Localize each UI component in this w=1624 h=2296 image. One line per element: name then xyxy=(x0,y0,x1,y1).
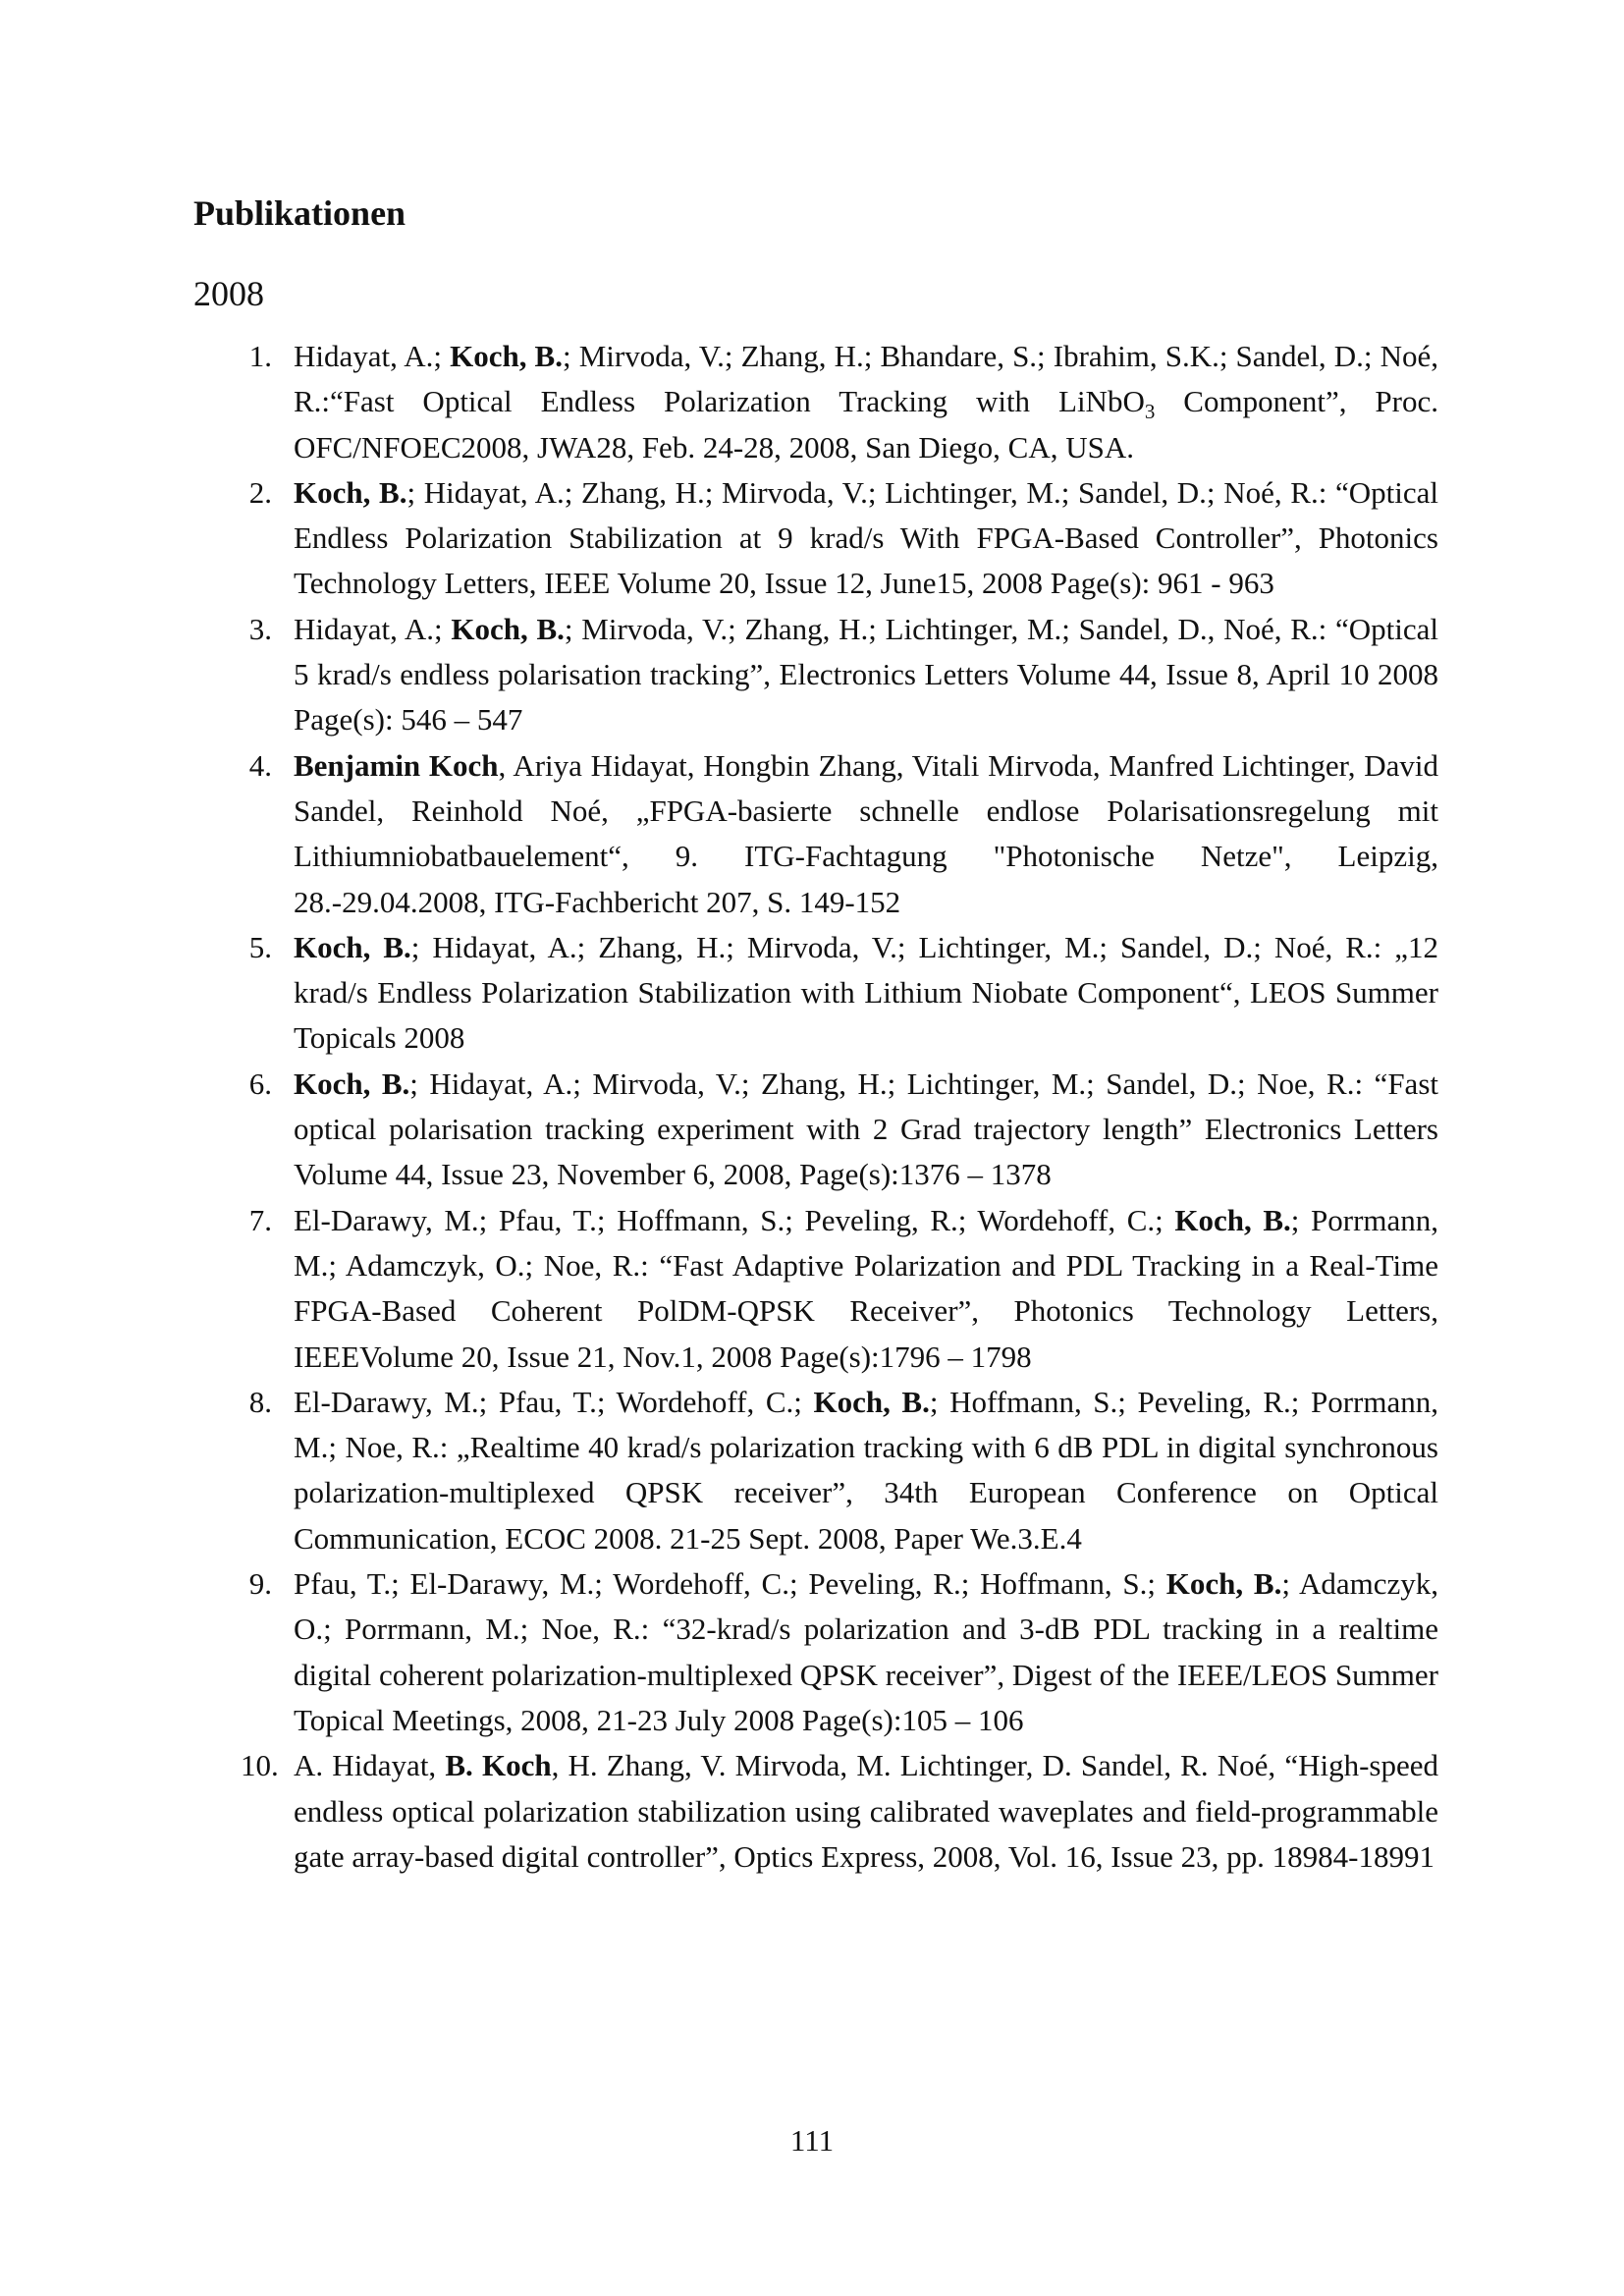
publication-number: 4. xyxy=(248,747,272,783)
publication-item xyxy=(193,925,1438,1062)
publication-text: ; Adamczyk, O.; Porrmann, M.; Noe, R.: “32-krad/s polarization and 3-dB PDL tracking in a realtime digital coherent polarization-multiplexed QPSK receiver”, Digest of the IEEE/LEOS Summer Topical Meetings, 2008, 21-23 July 2008 Page(s):105 – 106 xyxy=(294,1566,1439,1737)
page-number: 111 xyxy=(789,2123,835,2158)
publication-author-highlight: Koch, B. xyxy=(294,474,407,510)
publication-author-highlight: Koch, B. xyxy=(451,611,565,646)
publication-text: ; Hoffmann, S.; Peveling, R.; Porrmann, M.; Noe, R.: „Realtime 40 krad/s polarization tracking with 6 dB PDL in digital synchronous polarization-multiplexed QPSK receiver”, 34th European Conference on Optical Communication, ECOC 2008. 21-25 Sept. 2008, Paper We.3.E.4 xyxy=(294,1384,1438,1556)
publication-text-continued: Component”, Proc. OFC/NFOEC2008, JWA28, Feb. 24-28, 2008, San Diego, CA, USA. xyxy=(294,384,1438,465)
publication-text: , Ariya Hidayat, Hongbin Zhang, Vitali Mirvoda, Manfred Lichtinger, David Sandel, Reinhold Noé, „FPGA-basierte schnelle endlose Polarisationsregelung mit Lithiumniobatbauelement“, 9. ITG-Fachtagung "Photonische Netze", Leipzig, 28.-29.04.2008, ITG-Fachbericht 207, S. 149-152 xyxy=(294,747,1439,919)
publication-item xyxy=(193,1062,1438,1198)
publication-number: 10. xyxy=(241,1748,279,1783)
publication-number: 3. xyxy=(248,611,272,646)
publication-text: ; Porrmann, M.; Adamczyk, O.; Noe, R.: “Fast Adaptive Polarization and PDL Tracking in a Real-Time FPGA-Based Coherent PolDM-QPSK Receiver”, Photonics Technology Letters, IEEEVolume 20, Issue 21, Nov.1, 2008 Page(s):1796 – 1798 xyxy=(294,1202,1439,1374)
publication-item xyxy=(193,1561,1438,1743)
publication-number: 9. xyxy=(248,1566,272,1602)
publication-list xyxy=(193,334,1438,1880)
publication-number: 1. xyxy=(248,339,272,373)
publication-author-highlight: Koch, B. xyxy=(813,1384,930,1419)
publication-author-highlight: Koch, B. xyxy=(450,339,563,373)
publication-text: , H. Zhang, V. Mirvoda, M. Lichtinger, D. Sandel, R. Noé, “High-speed endless optical polarization stabilization using calibrated waveplates and field-programmable gate array-based digital controller”, Optics Express, 2008, Vol. 16, Issue 23, pp. 18984-18991 xyxy=(294,1748,1439,1874)
publication-author-highlight: Benjamin Koch xyxy=(294,747,499,783)
publication-text: ; Mirvoda, V.; Zhang, H.; Lichtinger, M.; Sandel, D., Noé, R.: “Optical 5 krad/s endless polarisation tracking”, Electronics Letters Volume 44, Issue 8, April 10 2008 Page(s): 546 – 547 xyxy=(294,611,1438,738)
year-heading: 2008 xyxy=(193,274,264,313)
publication-text: ; Hidayat, A.; Mirvoda, V.; Zhang, H.; Lichtinger, M.; Sandel, D.; Noe, R.: “Fast optical polarisation tracking experiment with 2 Grad trajectory length” Electronics Letters Volume 44, Issue 23, November 6, 2008, Page(s):1376 – 1378 xyxy=(294,1066,1438,1192)
publication-number: 7. xyxy=(248,1202,272,1237)
publication-author-highlight: B. Koch xyxy=(445,1748,552,1783)
page-title: Publikationen xyxy=(193,193,406,233)
publication-number: 8. xyxy=(248,1384,272,1419)
publication-item xyxy=(193,743,1438,925)
publication-author-highlight: Koch, B. xyxy=(1165,1566,1282,1602)
publication-author-highlight: Koch, B. xyxy=(294,1066,410,1101)
publication-number: 2. xyxy=(248,474,272,510)
publication-authors-pre: A. Hidayat, xyxy=(294,1748,446,1783)
publication-item xyxy=(193,1198,1438,1380)
publication-author-highlight: Koch, B. xyxy=(294,929,411,964)
publication-item xyxy=(193,334,1438,470)
publication-subscript: 3 xyxy=(1144,400,1156,424)
publication-text: ; Mirvoda, V.; Zhang, H.; Bhandare, S.; Ibrahim, S.K.; Sandel, D.; Noé, R.:“Fast Optical Endless Polarization Tracking with LiNbO xyxy=(294,339,1439,419)
publication-number: 6. xyxy=(248,1066,272,1101)
publication-author-highlight: Koch, B. xyxy=(1174,1202,1291,1237)
publication-item xyxy=(193,470,1438,607)
publication-text: ; Hidayat, A.; Zhang, H.; Mirvoda, V.; Lichtinger, M.; Sandel, D.; Noé, R.: „12 krad/s Endless Polarization Stabilization with Lithium Niobate Component“, LEOS Summer Topicals 2008 xyxy=(294,929,1438,1056)
publication-authors-pre: El-Darawy, M.; Pfau, T.; Wordehoff, C.; xyxy=(294,1384,814,1419)
publication-text: ; Hidayat, A.; Zhang, H.; Mirvoda, V.; Lichtinger, M.; Sandel, D.; Noé, R.: “Optical Endless Polarization Stabilization at 9 krad/s With FPGA-Based Controller”, Photonics Technology Letters, IEEE Volume 20, Issue 12, June15, 2008 Page(s): 961 - 963 xyxy=(294,474,1438,601)
publication-authors-pre: Hidayat, A.; xyxy=(294,339,451,373)
publication-item xyxy=(193,607,1438,743)
publication-item xyxy=(193,1380,1438,1561)
publication-authors-pre: Hidayat, A.; xyxy=(294,611,452,646)
publication-number: 5. xyxy=(248,929,272,964)
publication-authors-pre: El-Darawy, M.; Pfau, T.; Hoffmann, S.; Peveling, R.; Wordehoff, C.; xyxy=(294,1202,1175,1237)
publication-item xyxy=(193,1743,1438,1880)
publication-authors-pre: Pfau, T.; El-Darawy, M.; Wordehoff, C.; Peveling, R.; Hoffmann, S.; xyxy=(294,1566,1166,1602)
